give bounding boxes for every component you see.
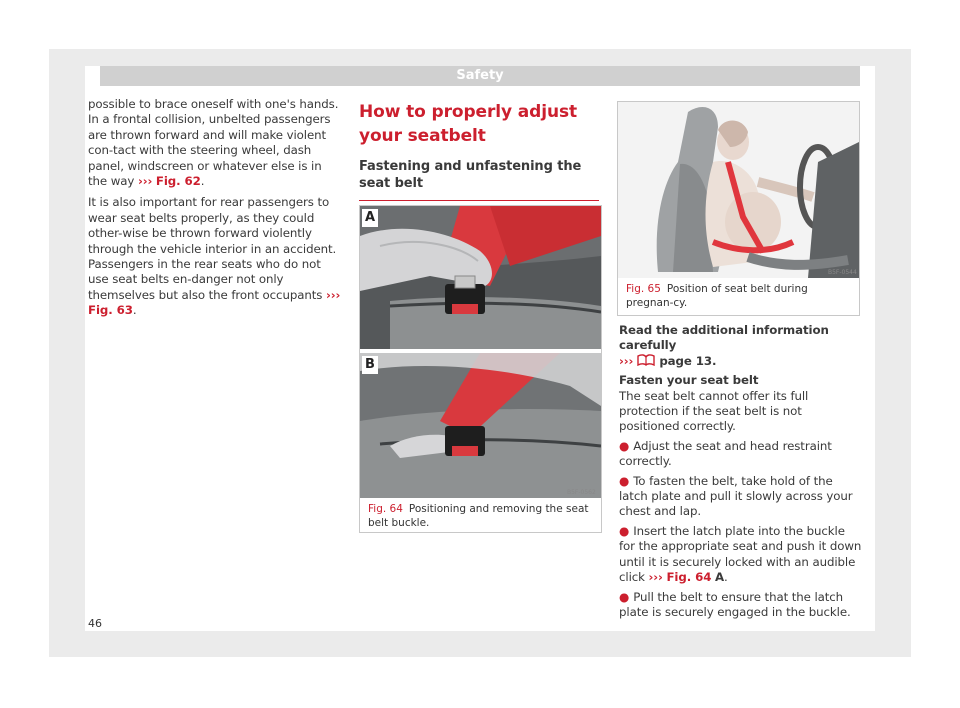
read-info-line — [619, 323, 864, 369]
reference-arrow: ››› — [619, 353, 634, 368]
bullet-item: ● To fasten the belt, take hold of the latch plate and pull it slowly across your chest and lap. — [619, 473, 853, 519]
column-right-text — [619, 323, 864, 624]
book-icon — [637, 354, 655, 366]
caption-number: Fig. 64 — [368, 503, 403, 515]
pregnant-seatbelt-illustration — [618, 102, 859, 278]
bullet-text: Pull the belt to ensure that the latch plate is securely engaged in the buckle. — [619, 589, 851, 619]
paragraph-2 — [88, 195, 343, 318]
bullet-text: Insert the latch plate into the buckle for the appropriate seat and push it down until it is securely locked with an audible click — [619, 523, 862, 585]
page-reference-link[interactable]: page 13. — [659, 353, 717, 368]
reference-arrow: ››› — [137, 174, 153, 189]
figure-code: B5F-0562 — [567, 489, 596, 496]
column-middle — [359, 100, 601, 201]
figure-label-a: A — [362, 209, 378, 227]
bullet-text: To fasten the belt, take hold of the latch plate and pull it slowly across your chest and lap. — [619, 473, 853, 519]
caption-text: Position of seat belt during pregnan-cy. — [626, 283, 808, 309]
fasten-section — [619, 373, 864, 435]
figure-link-62[interactable]: Fig. 62 — [155, 174, 201, 189]
section-heading: How to properly adjust your seatbelt — [359, 102, 578, 146]
bullet-text: Adjust the seat and head restraint correctly. — [619, 438, 832, 469]
section-header: Safety — [100, 66, 860, 86]
figure-part-label: A — [714, 570, 725, 585]
fasten-text: The seat belt cannot offer its full protection if the seat belt is not positioned correctly. — [619, 388, 809, 434]
figure-64 — [359, 205, 602, 533]
seatbelt-buckle-illustration — [360, 206, 601, 498]
period: . — [200, 174, 205, 189]
fasten-title: Fasten your seat belt — [619, 373, 759, 388]
figure-code: B5F-0544 — [828, 269, 857, 276]
read-info-title: Read the additional information carefully — [619, 323, 829, 353]
reference-arrow: ››› — [325, 287, 341, 302]
period: . — [724, 570, 728, 585]
column-left — [88, 97, 343, 325]
caption-text: Positioning and removing the seat belt buckle. — [368, 503, 589, 529]
caption-number: Fig. 65 — [626, 283, 661, 295]
paragraph-1 — [88, 97, 343, 189]
figure-65-caption — [626, 282, 851, 310]
bullet-item: ● Adjust the seat and head restraint correctly. — [619, 438, 832, 469]
paragraph-1-text: possible to brace oneself with one's hands. In a frontal collision, unbelted passengers are thrown forward and will make violent con-tact with the steering wheel, dash panel, windscreen or whatever else is in the way — [88, 97, 339, 189]
period: . — [132, 303, 137, 318]
figure-link-63[interactable]: Fig. 63 — [88, 303, 133, 318]
figure-65 — [617, 101, 860, 316]
figure-label-b: B — [362, 356, 378, 374]
bullet-item: ● Insert the latch plate into the buckle for the appropriate seat and push it down until it is securely locked with an audible click ››› Fig. 64 A. — [619, 523, 862, 585]
paragraph-2-text: It is also important for rear passengers to wear seat belts properly, as they could other-wise be thrown forward violently through the vehicle interior in an accident. Passengers in the rear seats who do not use seat belts en-danger not only themselves but also the front occupants — [88, 195, 337, 302]
subheading-block — [359, 158, 599, 201]
subheading: Fastening and unfastening the seat belt — [359, 159, 582, 191]
figure-link-64[interactable]: Fig. 64 — [666, 570, 712, 585]
page-number: 46 — [88, 617, 102, 630]
reference-arrow: ››› — [648, 570, 663, 585]
bullet-item: ● Pull the belt to ensure that the latch plate is securely engaged in the buckle. — [619, 589, 851, 619]
figure-64-caption — [368, 502, 593, 530]
